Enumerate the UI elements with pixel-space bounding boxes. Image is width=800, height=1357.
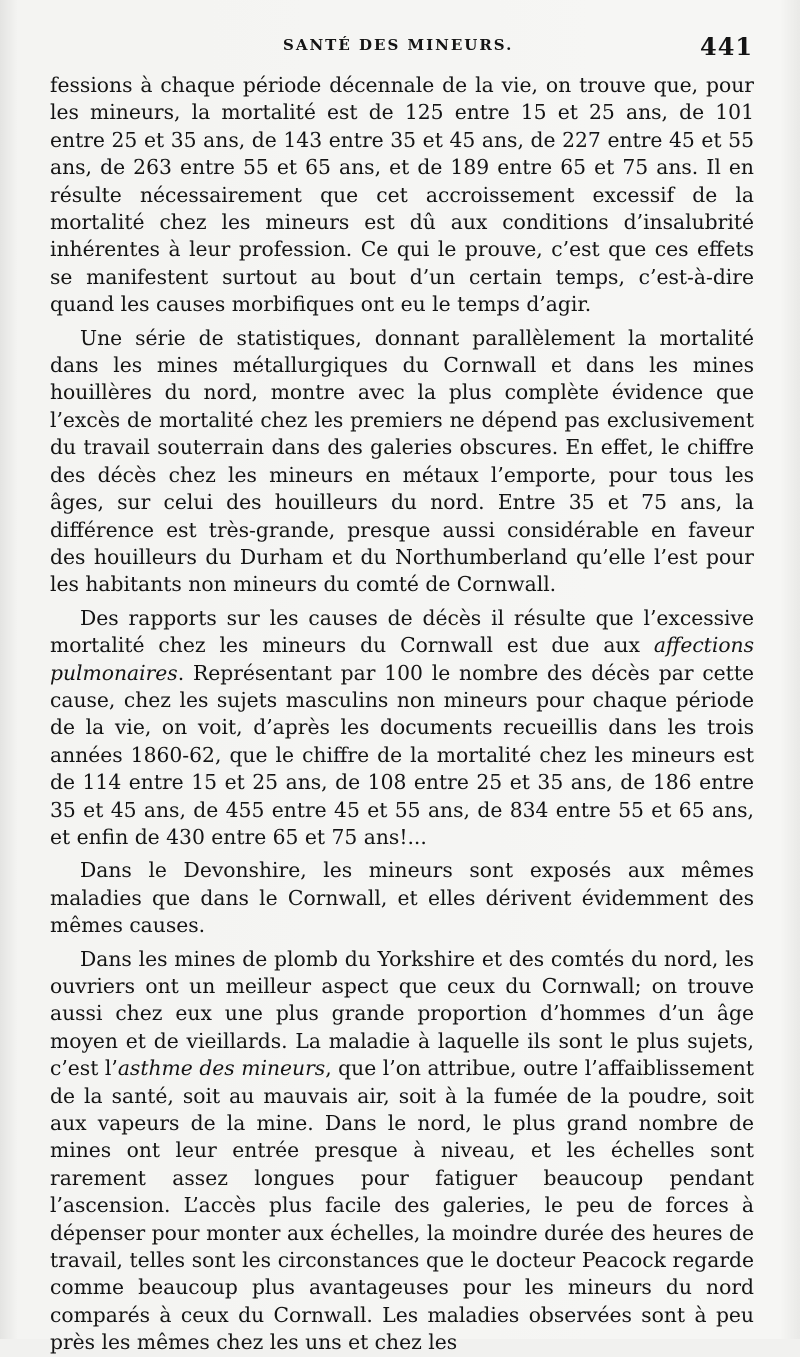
text-run: , que l’on attribue, outre l’affaiblissement de la santé, soit au mauvais air, soit à la fumée de la poudre, soit aux vapeurs de la mine. Dans le nord, le plus grand nombre de mines ont leur entrée presque à niveau, et les échelles sont rarement assez longues pour fatiguer beaucoup pendant l’ascension. L’accès plus facile des galeries, le peu de forces à dépenser pour monter aux échelles, la moindre durée des heures de travail, telles sont les circonstances que le docteur Peacock regarde comme beaucoup plus avantageuses pour les mineurs du nord comparés à ceux du Cornwall. Les maladies observées sont à peu près les mêmes chez les uns et chez les [50, 1056, 754, 1355]
text-run: Dans le Devonshire, les mineurs sont exposés aux mêmes maladies que dans le Cornwall, et elles dérivent évidemment des mêmes causes. [50, 858, 754, 938]
running-head: SANTÉ DES MINEURS. [283, 36, 514, 54]
paragraph [50, 605, 754, 852]
paragraph [50, 946, 754, 1357]
text-run: fessions à chaque période décennale de la vie, on trouve que, pour les mineurs, la mortalité est de 125 entre 15 et 25 ans, de 101 entre 25 et 35 ans, de 143 entre 35 et 45 ans, de 227 entre 45 et 55 ans, de 263 entre 55 et 65 ans, et de 189 entre 65 et 75 ans. Il en résulte nécessairement que cet accroissement excessif de la mortalité chez les mineurs est dû aux conditions d’insalubrité inhérentes à leur profession. Ce qui le prouve, c’est que ces effets se manifestent surtout au bout d’un certain temps, c’est-à-dire quand les causes morbifiques ont eu le temps d’agir. [50, 73, 754, 317]
text-run: . Représentant par 100 le nombre des décès par cette cause, chez les sujets masculins non mineurs pour chaque période de la vie, on voit, d’après les documents recueillis dans les trois années 1860-62, que le chiffre de la mortalité chez les mineurs est de 114 entre 15 et 25 ans, de 108 entre 25 et 35 ans, de 186 entre 35 et 45 ans, de 455 entre 45 et 55 ans, de 834 entre 55 et 65 ans, et enfin de 430 entre 65 et 75 ans!... [50, 660, 754, 849]
text-run: Dans les mines de plomb du Yorkshire et des comtés du nord, les ouvriers ont un meilleur aspect que ceux du Cornwall; on trouve aussi chez eux une plus grande proportion d’hommes d’un âge moyen et de vieillards. La maladie à laquelle ils sont le plus sujets, c’est l’ [50, 946, 754, 1081]
page-header [0, 30, 800, 70]
paragraph [50, 325, 754, 599]
paragraph [50, 857, 754, 939]
text-run: Une série de statistiques, donnant parallèlement la mortalité dans les mines métallurgiques du Cornwall et dans les mines houillères du nord, montre avec la plus complète évidence que l’excès de mortalité chez les premiers ne dépend pas exclusivement du travail souterrain dans des galeries obscures. En effet, le chiffre des décès chez les mineurs en métaux l’emporte, pour tous les âges, sur celui des houilleurs du nord. Entre 35 et 75 ans, la différence est très-grande, presque aussi considérable en faveur des houilleurs du Durham et du Northumberland qu’elle l’est pour les habitants non mineurs du comté de Cornwall. [50, 325, 754, 597]
italic-term: affections pulmonaires [50, 633, 754, 685]
page-number: 441 [700, 32, 754, 61]
italic-term: asthme des mineurs [117, 1056, 326, 1081]
text-run: Des rapports sur les causes de décès il résulte que l’excessive mortalité chez les mineurs du Cornwall est due aux [50, 605, 754, 658]
body-text [50, 72, 754, 1357]
paragraph [50, 72, 754, 319]
